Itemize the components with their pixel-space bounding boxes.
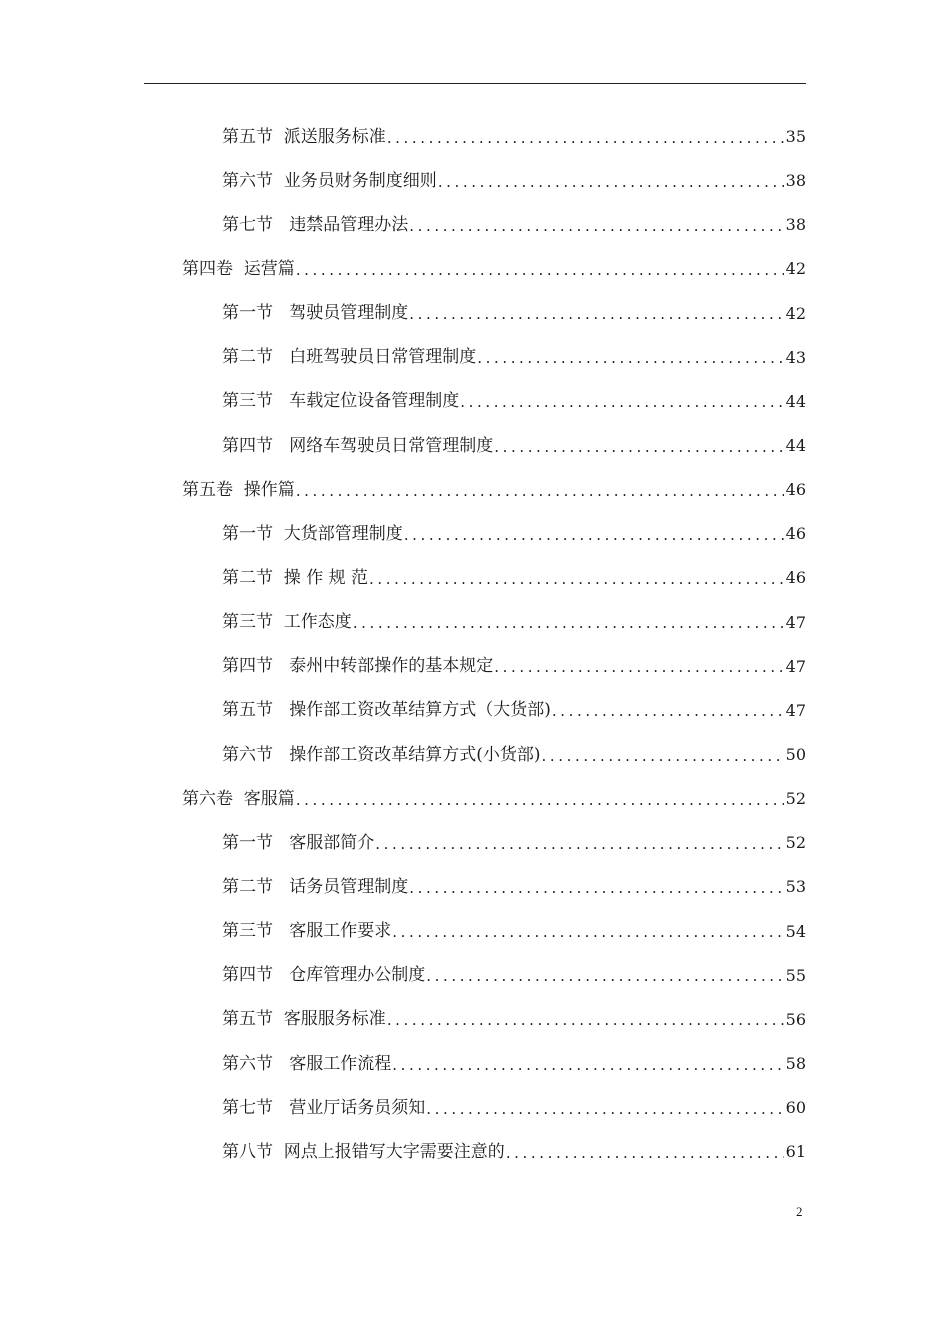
toc-entry-title: 第六卷 客服篇: [182, 788, 295, 809]
toc-dot-leader: [551, 704, 784, 719]
toc-dot-leader: [386, 1013, 784, 1028]
toc-section-entry[interactable]: [222, 733, 806, 777]
toc-entry-title: 第二节 操 作 规 范: [222, 567, 369, 588]
toc-dot-leader: [368, 572, 784, 587]
toc-volume-entry[interactable]: [182, 468, 806, 512]
toc-dot-leader: [374, 837, 783, 852]
toc-entry-title: 第七节 违禁品管理办法: [222, 214, 409, 235]
toc-entry-title: 第八节 网点上报错写大字需要注意的: [222, 1141, 505, 1162]
toc-dot-leader: [493, 440, 783, 455]
toc-volume-entry[interactable]: [182, 777, 806, 821]
toc-entry-page: 56: [785, 1009, 806, 1029]
toc-dot-leader: [386, 131, 784, 146]
toc-section-entry[interactable]: [222, 292, 806, 336]
toc-section-entry[interactable]: [222, 1042, 806, 1086]
toc-dot-leader: [476, 351, 783, 366]
toc-entry-page: 44: [785, 391, 806, 411]
toc-dot-leader: [425, 1102, 783, 1117]
toc-entry-page: 42: [785, 303, 806, 323]
toc-dot-leader: [505, 1146, 784, 1161]
toc-volume-entry[interactable]: [182, 247, 806, 291]
toc-entry-title: 第一节 大货部管理制度: [222, 523, 403, 544]
toc-entry-title: 第三节 客服工作要求: [222, 921, 392, 942]
toc-entry-title: 第四节 网络车驾驶员日常管理制度: [222, 435, 494, 456]
toc-entry-title: 第六节 操作部工资改革结算方式(小货部): [222, 744, 541, 765]
toc-section-entry[interactable]: [222, 556, 806, 600]
toc-entry-title: 第一节 驾驶员管理制度: [222, 303, 409, 324]
toc-dot-leader: [493, 660, 783, 675]
toc-section-entry[interactable]: [222, 910, 806, 954]
toc-dot-leader: [391, 925, 783, 940]
toc-entry-title: 第五节 操作部工资改革结算方式（大货部): [222, 700, 551, 721]
toc-entry-page: 35: [785, 127, 806, 147]
toc-entry-page: 46: [785, 480, 806, 500]
toc-section-entry[interactable]: [222, 380, 806, 424]
toc-entry-page: 55: [785, 965, 806, 985]
toc-entry-title: 第三节 车载定位设备管理制度: [222, 391, 460, 412]
toc-entry-page: 38: [785, 171, 806, 191]
toc-entry-page: 43: [785, 347, 806, 367]
toc-dot-leader: [295, 793, 784, 808]
toc-section-entry[interactable]: [222, 424, 806, 468]
toc-entry-title: 第五卷 操作篇: [182, 479, 295, 500]
toc-entry-title: 第四节 泰州中转部操作的基本规定: [222, 656, 494, 677]
toc-dot-leader: [459, 395, 783, 410]
toc-section-entry[interactable]: [222, 1086, 806, 1130]
toc-section-entry[interactable]: [222, 159, 806, 203]
toc-section-entry[interactable]: [222, 1130, 806, 1174]
toc-entry-title: 第三节 工作态度: [222, 612, 352, 633]
toc-dot-leader: [540, 749, 783, 764]
table-of-contents: [0, 115, 950, 1174]
toc-dot-leader: [425, 969, 783, 984]
header-rule: [144, 83, 806, 84]
toc-entry-title: 第四节 仓库管理办公制度: [222, 965, 426, 986]
toc-entry-page: 42: [785, 259, 806, 279]
toc-section-entry[interactable]: [222, 865, 806, 909]
toc-entry-title: 第四卷 运营篇: [182, 258, 295, 279]
toc-dot-leader: [295, 263, 784, 278]
toc-entry-title: 第二节 话务员管理制度: [222, 876, 409, 897]
toc-entry-title: 第七节 营业厅话务员须知: [222, 1097, 426, 1118]
toc-section-entry[interactable]: [222, 203, 806, 247]
toc-entry-page: 44: [785, 436, 806, 456]
toc-entry-page: 46: [785, 524, 806, 544]
toc-section-entry[interactable]: [222, 821, 806, 865]
toc-entry-title: 第六节 客服工作流程: [222, 1053, 392, 1074]
toc-entry-page: 46: [785, 568, 806, 588]
toc-dot-leader: [408, 881, 783, 896]
toc-entry-page: 47: [785, 700, 806, 720]
toc-section-entry[interactable]: [222, 689, 806, 733]
toc-entry-page: 61: [785, 1142, 806, 1162]
toc-section-entry[interactable]: [222, 601, 806, 645]
toc-section-entry[interactable]: [222, 998, 806, 1042]
page-number: 2: [796, 1204, 803, 1219]
toc-entry-title: 第二节 白班驾驶员日常管理制度: [222, 347, 477, 368]
toc-entry-page: 52: [785, 833, 806, 853]
toc-dot-leader: [437, 175, 784, 190]
toc-entry-page: 54: [785, 921, 806, 941]
toc-dot-leader: [352, 616, 784, 631]
toc-dot-leader: [391, 1058, 783, 1073]
toc-entry-page: 58: [785, 1054, 806, 1074]
toc-section-entry[interactable]: [222, 954, 806, 998]
toc-entry-page: 38: [785, 215, 806, 235]
toc-section-entry[interactable]: [222, 115, 806, 159]
toc-section-entry[interactable]: [222, 336, 806, 380]
toc-dot-leader: [295, 484, 784, 499]
toc-dot-leader: [408, 219, 783, 234]
toc-section-entry[interactable]: [222, 645, 806, 689]
toc-entry-title: 第一节 客服部简介: [222, 832, 375, 853]
toc-entry-page: 52: [785, 789, 806, 809]
toc-dot-leader: [403, 528, 784, 543]
toc-entry-title: 第五节 客服服务标准: [222, 1009, 386, 1030]
toc-entry-page: 47: [785, 656, 806, 676]
toc-entry-page: 53: [785, 877, 806, 897]
toc-section-entry[interactable]: [222, 512, 806, 556]
toc-entry-page: 60: [785, 1098, 806, 1118]
toc-dot-leader: [408, 307, 783, 322]
toc-entry-page: 47: [785, 612, 806, 632]
toc-entry-title: 第六节 业务员财务制度细则: [222, 170, 437, 191]
toc-entry-title: 第五节 派送服务标准: [222, 126, 386, 147]
toc-entry-page: 50: [785, 745, 806, 765]
